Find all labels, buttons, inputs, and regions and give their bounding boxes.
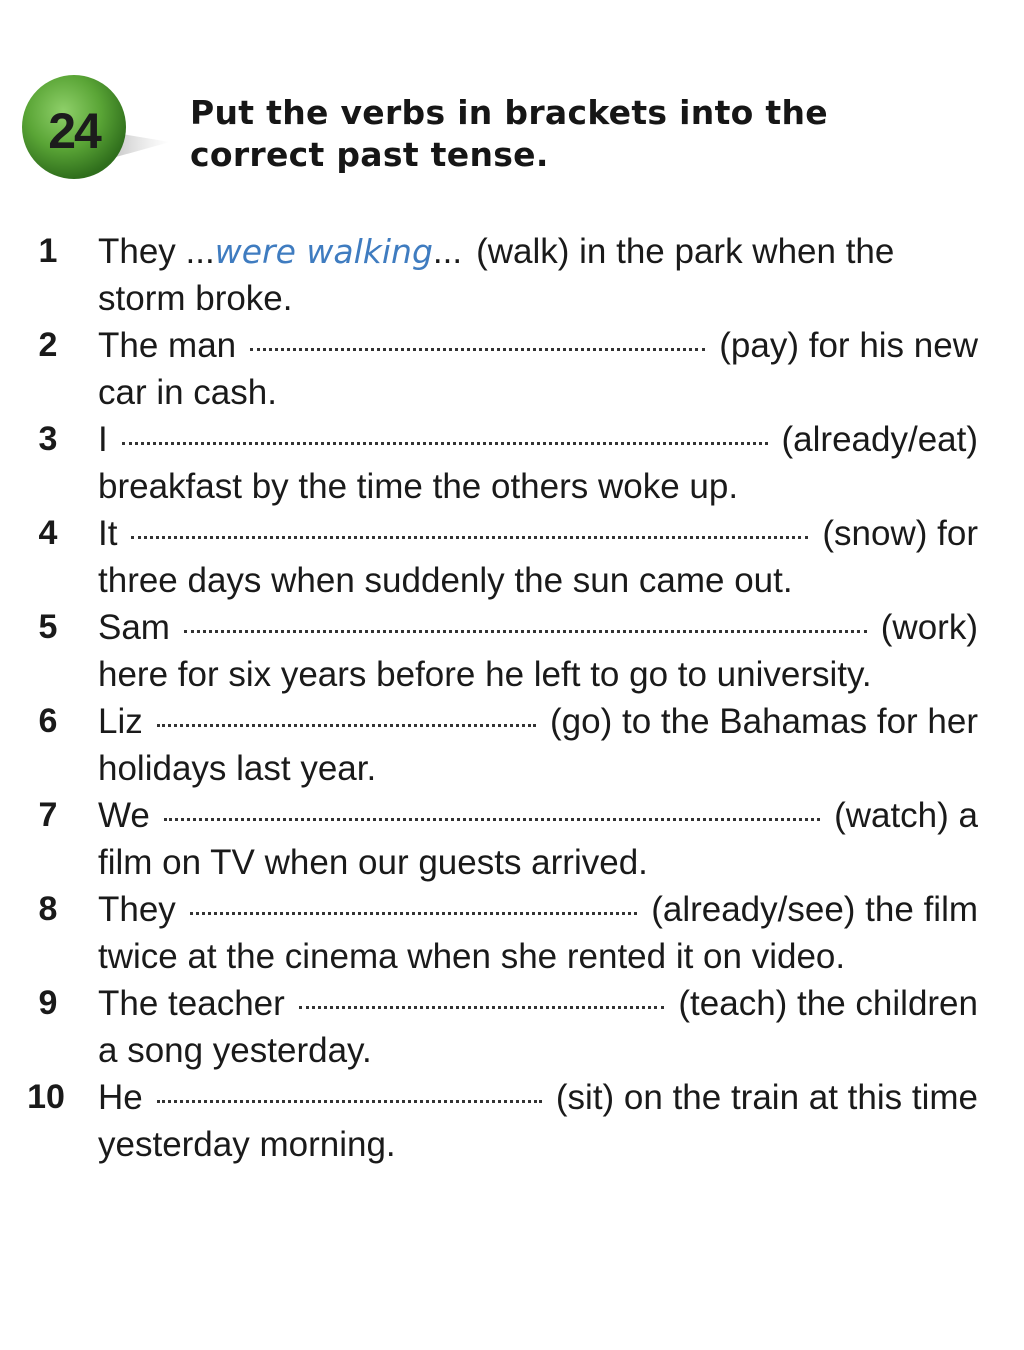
item-text-after: (walk) in the park when the xyxy=(476,232,895,271)
item-line xyxy=(98,416,978,463)
item-continuation: yesterday morning. xyxy=(98,1125,396,1164)
item-text-after: (go) to the Bahamas for her xyxy=(550,702,978,741)
item-line xyxy=(98,792,978,839)
item-dots-after: ... xyxy=(432,232,463,271)
example-answer: were walking xyxy=(214,232,433,271)
exercise-item xyxy=(28,698,978,792)
answer-blank[interactable] xyxy=(190,912,637,915)
exercise-item xyxy=(28,886,978,980)
exercise-item xyxy=(28,228,978,322)
item-line xyxy=(98,886,978,933)
answer-blank[interactable] xyxy=(164,818,820,821)
answer-blank[interactable] xyxy=(157,1100,542,1103)
item-text-after: (pay) for his new xyxy=(719,326,978,365)
answer-blank[interactable] xyxy=(157,724,536,727)
answer-blank[interactable] xyxy=(131,536,808,539)
exercise-item xyxy=(28,1074,978,1168)
item-continuation: twice at the cinema when she rented it on video. xyxy=(98,937,846,976)
item-line xyxy=(98,604,978,651)
item-continuation: three days when suddenly the sun came out. xyxy=(98,561,793,600)
answer-blank[interactable] xyxy=(122,442,768,445)
item-text-after: (watch) a xyxy=(834,796,978,835)
item-continuation: breakfast by the time the others woke up. xyxy=(98,467,739,506)
item-line xyxy=(98,228,978,275)
instruction-line-1: Put the verbs in brackets into the xyxy=(190,93,828,132)
answer-blank[interactable] xyxy=(250,348,705,351)
item-number: 2 xyxy=(38,326,58,364)
item-text-after: (sit) on the train at this time xyxy=(555,1078,978,1117)
item-number: 10 xyxy=(27,1078,65,1116)
item-line xyxy=(98,980,978,1027)
item-text-after: (already/eat) xyxy=(781,420,978,459)
answer-blank[interactable] xyxy=(299,1006,665,1009)
instruction-line-2: correct past tense. xyxy=(190,135,549,174)
item-text-after: (snow) for xyxy=(822,514,978,553)
item-line xyxy=(98,1074,978,1121)
item-line xyxy=(98,698,978,745)
item-text-before: I xyxy=(98,420,108,459)
item-continuation: storm broke. xyxy=(98,279,293,318)
item-number: 1 xyxy=(38,232,58,270)
exercise-item xyxy=(28,980,978,1074)
item-continuation: here for six years before he left to go to university. xyxy=(98,655,872,694)
item-text-after: (already/see) the film xyxy=(651,890,978,929)
exercise-item xyxy=(28,416,978,510)
item-number: 8 xyxy=(38,890,58,928)
item-continuation: car in cash. xyxy=(98,373,277,412)
item-number: 3 xyxy=(38,420,58,458)
exercise-item xyxy=(28,510,978,604)
exercise-item xyxy=(28,322,978,416)
item-number: 4 xyxy=(38,514,58,552)
item-continuation: holidays last year. xyxy=(98,749,377,788)
exercise-instruction xyxy=(190,92,910,176)
exercise-item xyxy=(28,604,978,698)
answer-blank[interactable] xyxy=(184,630,867,633)
item-line xyxy=(98,510,978,557)
item-number: 6 xyxy=(38,702,58,740)
item-number: 5 xyxy=(38,608,58,646)
item-text-before: The man xyxy=(98,326,237,365)
item-text-before: The teacher xyxy=(98,984,285,1023)
exercise-item xyxy=(28,792,978,886)
item-continuation: a song yesterday. xyxy=(98,1031,372,1070)
item-text-before: They ... xyxy=(98,232,215,271)
item-text-before: He xyxy=(98,1078,143,1117)
item-number: 9 xyxy=(38,984,58,1022)
item-text-before: It xyxy=(98,514,118,553)
item-line xyxy=(98,322,978,369)
item-text-before: Sam xyxy=(98,608,170,647)
item-text-before: We xyxy=(98,796,150,835)
item-text-before: Liz xyxy=(98,702,143,741)
exercise-number-badge xyxy=(20,72,180,182)
item-text-before: They xyxy=(98,890,176,929)
item-number: 7 xyxy=(38,796,58,834)
item-continuation: film on TV when our guests arrived. xyxy=(98,843,648,882)
exercise-items-list xyxy=(28,228,978,1168)
exercise-number: 24 xyxy=(48,103,100,159)
item-text-after: (teach) the children xyxy=(678,984,978,1023)
item-text-after: (work) xyxy=(880,608,978,647)
